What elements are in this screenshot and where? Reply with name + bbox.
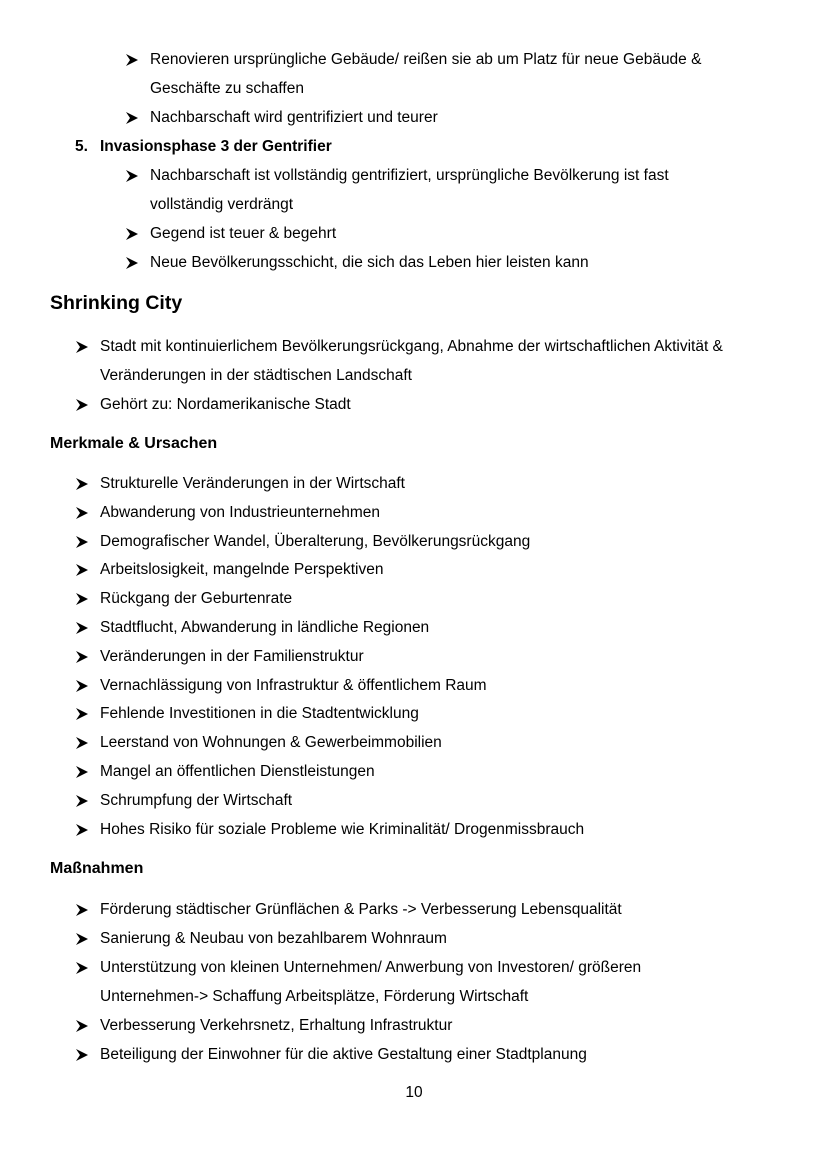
arrowhead-bullet-icon bbox=[75, 961, 89, 975]
list-item bbox=[0, 103, 828, 132]
list-item bbox=[0, 757, 828, 786]
list-item-text: Stadtflucht, Abwanderung in ländliche Regionen bbox=[100, 619, 430, 636]
list-item-text: Mangel an öffentlichen Dienstleistungen bbox=[100, 763, 375, 780]
arrowhead-bullet-icon bbox=[75, 621, 89, 635]
list-item-text: Schrumpfung der Wirtschaft bbox=[100, 791, 293, 809]
list-item-text: Abwanderung von Industrieunternehmen bbox=[100, 503, 381, 521]
arrowhead-bullet-icon bbox=[75, 707, 89, 721]
arrowhead-bullet-icon bbox=[75, 398, 89, 412]
arrowhead-bullet-icon bbox=[75, 1048, 89, 1062]
phase-title: Invasionsphase 3 der Gentrifier bbox=[100, 138, 332, 155]
list-item bbox=[0, 219, 828, 248]
arrowhead-bullet-icon bbox=[125, 227, 139, 241]
list-item-text: Demografischer Wandel, Überalterung, Bevölkerungsrückgang bbox=[100, 532, 531, 550]
arrowhead-bullet-icon bbox=[125, 53, 139, 67]
list-item-text: Renovieren ursprüngliche Gebäude/ reißen sie ab um Platz für neue Gebäude & bbox=[150, 51, 702, 68]
list-item-text: Vernachlässigung von Infrastruktur & öffentlichem Raum bbox=[100, 676, 487, 694]
arrowhead-bullet-icon bbox=[75, 650, 89, 664]
arrowhead-bullet-icon bbox=[75, 535, 89, 549]
page-number: 10 bbox=[405, 1084, 423, 1101]
list-item bbox=[0, 527, 828, 556]
arrowhead-bullet-icon bbox=[75, 823, 89, 837]
list-item-text: Unternehmen-> Schaffung Arbeitsplätze, Förderung Wirtschaft bbox=[100, 988, 529, 1005]
arrowhead-bullet-icon bbox=[75, 477, 89, 491]
list-item bbox=[0, 895, 828, 924]
list-item bbox=[0, 671, 828, 700]
list-item bbox=[0, 45, 828, 74]
list-item-text: Geschäfte zu schaffen bbox=[150, 80, 304, 97]
list-item bbox=[0, 815, 828, 844]
list-item-text: Unterstützung von kleinen Unternehmen/ Anwerbung von Investoren/ größeren bbox=[100, 959, 642, 976]
list-item bbox=[0, 699, 828, 728]
arrowhead-bullet-icon bbox=[75, 340, 89, 354]
arrowhead-bullet-icon bbox=[125, 256, 139, 270]
arrowhead-bullet-icon bbox=[75, 903, 89, 917]
list-item-text: Neue Bevölkerungsschicht, die sich das Leben hier leisten kann bbox=[150, 254, 589, 271]
list-item bbox=[0, 1040, 828, 1069]
arrowhead-bullet-icon bbox=[75, 563, 89, 577]
arrowhead-bullet-icon bbox=[75, 506, 89, 520]
list-item-continuation bbox=[0, 982, 828, 1011]
list-item-continuation bbox=[0, 190, 828, 219]
arrowhead-bullet-icon bbox=[75, 736, 89, 750]
list-item bbox=[0, 953, 828, 982]
list-item-text: Veränderungen in der städtischen Landschaft bbox=[100, 367, 412, 384]
list-item bbox=[0, 390, 828, 419]
arrowhead-bullet-icon bbox=[75, 1019, 89, 1033]
list-item bbox=[0, 248, 828, 277]
list-number: 5. bbox=[75, 138, 88, 155]
list-item bbox=[0, 498, 828, 527]
list-item-text: Nachbarschaft ist vollständig gentrifiziert, ursprüngliche Bevölkerung ist fast bbox=[150, 167, 669, 184]
list-item-text: Verbesserung Verkehrsnetz, Erhaltung Infrastruktur bbox=[100, 1017, 453, 1034]
section-heading-shrinking-city: Shrinking City bbox=[50, 292, 183, 314]
arrowhead-bullet-icon bbox=[125, 169, 139, 183]
arrowhead-bullet-icon bbox=[75, 679, 89, 693]
list-item-text: Förderung städtischer Grünflächen & Parks -> Verbesserung Lebensqualität bbox=[100, 901, 622, 918]
list-item-continuation bbox=[0, 361, 828, 390]
subheading-merkmale-ursachen: Merkmale & Ursachen bbox=[50, 435, 218, 452]
arrowhead-bullet-icon bbox=[125, 111, 139, 125]
list-item-text: Fehlende Investitionen in die Stadtentwicklung bbox=[100, 705, 419, 723]
list-item-text: Strukturelle Veränderungen in der Wirtschaft bbox=[100, 475, 405, 492]
list-item-text: Rückgang der Geburtenrate bbox=[100, 590, 293, 608]
list-item bbox=[0, 469, 828, 498]
list-item bbox=[0, 555, 828, 584]
list-item bbox=[0, 613, 828, 642]
list-item-continuation bbox=[0, 74, 828, 103]
list-item-text: Beteiligung der Einwohner für die aktive Gestaltung einer Stadtplanung bbox=[100, 1046, 587, 1063]
list-item-text: Veränderungen in der Familienstruktur bbox=[100, 647, 364, 665]
arrowhead-bullet-icon bbox=[75, 794, 89, 808]
arrowhead-bullet-icon bbox=[75, 592, 89, 606]
list-item bbox=[0, 332, 828, 361]
list-item-text: Arbeitslosigkeit, mangelnde Perspektiven bbox=[100, 561, 384, 579]
list-item-text: vollständig verdrängt bbox=[150, 196, 294, 213]
numbered-heading-phase-3 bbox=[0, 132, 828, 161]
list-item bbox=[0, 786, 828, 815]
arrowhead-bullet-icon bbox=[75, 765, 89, 779]
list-item bbox=[0, 924, 828, 953]
subheading-massnahmen: Maßnahmen bbox=[50, 860, 144, 877]
arrowhead-bullet-icon bbox=[75, 932, 89, 946]
list-item-text: Gegend ist teuer & begehrt bbox=[150, 225, 337, 242]
list-item-text: Leerstand von Wohnungen & Gewerbeimmobilien bbox=[100, 734, 442, 752]
list-item-text: Stadt mit kontinuierlichem Bevölkerungsrückgang, Abnahme der wirtschaftlichen Aktivität & bbox=[100, 338, 723, 355]
list-item-text: Nachbarschaft wird gentrifiziert und teurer bbox=[150, 109, 438, 126]
list-item bbox=[0, 584, 828, 613]
list-item-text: Hohes Risiko für soziale Probleme wie Kriminalität/ Drogenmissbrauch bbox=[100, 820, 585, 838]
list-item-text: Gehört zu: Nordamerikanische Stadt bbox=[100, 396, 351, 413]
list-item bbox=[0, 642, 828, 671]
list-item bbox=[0, 1011, 828, 1040]
list-item-text: Sanierung & Neubau von bezahlbarem Wohnraum bbox=[100, 930, 447, 947]
list-item bbox=[0, 728, 828, 757]
list-item bbox=[0, 161, 828, 190]
